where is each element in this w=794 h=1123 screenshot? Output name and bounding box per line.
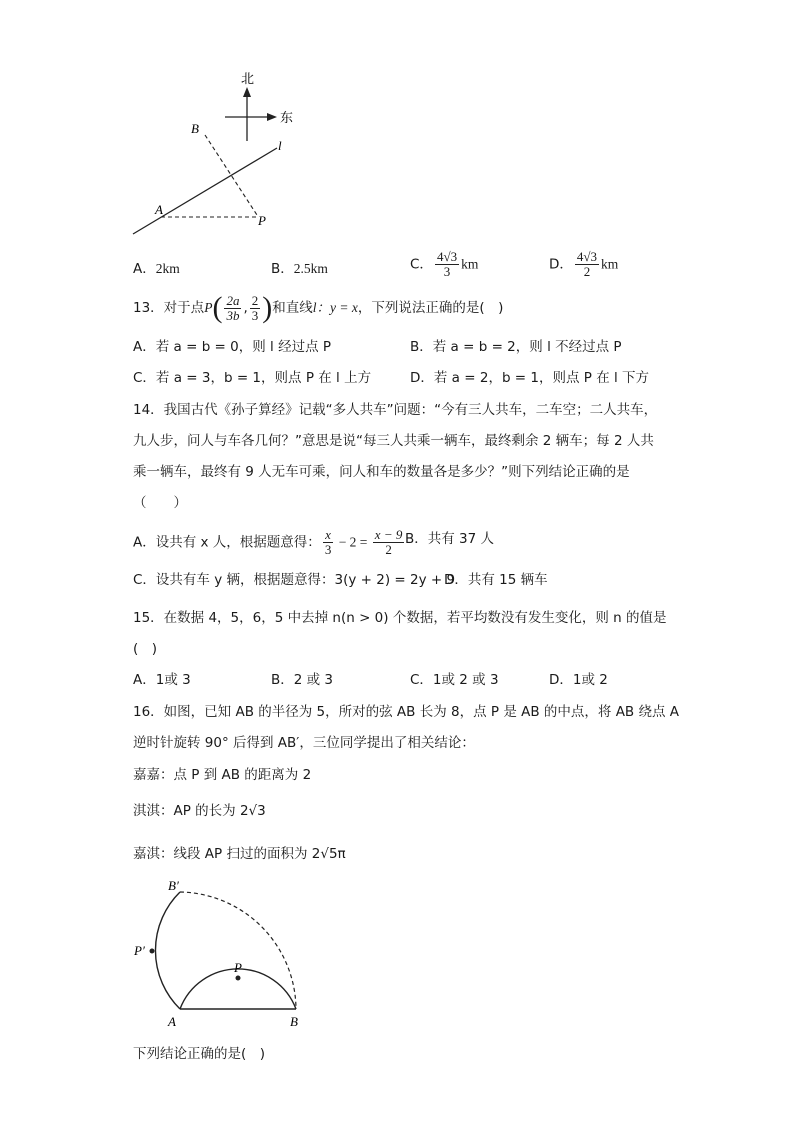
direction-figure [125, 65, 305, 240]
q14-option-b[interactable]: B．共有 37 人 [405, 531, 495, 547]
north-arrow-head [243, 87, 251, 97]
arc-ab-prime [155, 892, 180, 1009]
q15-option-d[interactable]: D．1或 2 [549, 672, 608, 688]
rotation-path-dashed [180, 892, 296, 1009]
option-fraction: $\frac{4√3}{2}$ [576, 249, 598, 279]
q13-mid: 和直线 [272, 300, 313, 316]
q13-post: ，下列说法正确的是( ) [357, 300, 504, 316]
q14-option-a-text: A．设共有 x 人，根据题意得： [133, 534, 321, 551]
q13-point-p: P [204, 300, 213, 315]
q14-option-c[interactable]: C．设共有车 y 辆，根据题意得：3(y + 2) = 2y + 9 [133, 572, 456, 588]
option-unit: km [461, 256, 479, 272]
label-b: B [290, 1014, 298, 1029]
q15-option-c[interactable]: C．1或 2 或 3 [410, 672, 499, 688]
q14-option-a[interactable] [133, 528, 406, 557]
q14-line-1: 14．我国古代《孙子算经》记载“多人共车”问题：“今有三人共车，二车空；二人共车， [133, 402, 658, 418]
q15-line-2: ( ) [133, 641, 158, 657]
option-letter: A． [133, 261, 156, 277]
q12-option-c[interactable] [410, 250, 478, 279]
label-l: l [278, 138, 282, 153]
point-p-prime [150, 949, 155, 954]
label-p: P [258, 213, 266, 228]
q16-line-2: 逆时针旋转 90° 后得到 AB′，三位同学提出了相关结论： [133, 735, 475, 751]
label-b: B [191, 121, 199, 136]
label-p: P [234, 960, 242, 975]
option-fraction: $\frac{4√3}{3}$ [436, 249, 458, 279]
q13-prefix: 13．对于点 [133, 300, 205, 316]
q16-line-1: 16．如图，已知 AB 的半径为 5，所对的弦 AB 长为 8，点 P 是 AB 的中点，将 AB 绕点 A [133, 704, 680, 720]
q12-option-b[interactable] [271, 260, 328, 278]
q13-option-b[interactable]: B．若 a = b = 2，则 l 不经过点 P [410, 339, 622, 355]
q16-claim-2: 淇淇：AP 的长为 2√3 [133, 803, 266, 819]
q12-option-a[interactable] [133, 260, 180, 278]
q13-option-d[interactable]: D．若 a = 2，b = 1，则点 P 在 l 下方 [410, 370, 650, 386]
label-a: A [168, 1014, 176, 1029]
q15-option-a[interactable]: A．1或 3 [133, 672, 191, 688]
q15-option-b[interactable]: B．2 或 3 [271, 672, 334, 688]
option-letter: B． [271, 261, 294, 277]
q16-question: 下列结论正确的是( ) [133, 1046, 266, 1062]
q16-claim-1: 嘉嘉：点 P 到 AB 的距离为 2 [133, 767, 312, 783]
q14-frac-1: $\frac{x}{3}$ [324, 527, 332, 557]
arc-rotation-figure [128, 872, 318, 1032]
q14-line-4: （ ） [133, 495, 187, 511]
q13-frac-x: $\frac{2a}{3b}$ [226, 292, 240, 323]
option-text: 2km [155, 261, 180, 276]
east-label: 东 [280, 111, 294, 126]
q13-option-c[interactable]: C．若 a = 3，b = 1，则点 P 在 l 上方 [133, 370, 372, 386]
q13-line: l：y = x [312, 300, 358, 315]
q13-option-a[interactable]: A．若 a = b = 0，则 l 经过点 P [133, 339, 332, 355]
point-p [236, 976, 241, 981]
q16-claim-3: 嘉淇：线段 AP 扫过的面积为 2√5π [133, 846, 346, 862]
q15-line-1: 15．在数据 4，5，6，5 中去掉 n(n > 0) 个数据，若平均数没有发生变化，则 n 的值是 [133, 610, 667, 626]
east-arrow-head [267, 113, 277, 121]
option-letter: C． [410, 256, 433, 273]
label-p-prime: P′ [134, 943, 145, 958]
q13-frac-y: $\frac{2}{3}$ [251, 292, 259, 323]
q12-option-d[interactable] [549, 250, 618, 279]
q14-option-d[interactable]: D．共有 15 辆车 [444, 572, 548, 588]
label-a: A [155, 202, 163, 217]
q13-stem: 13．对于点P( $\frac{2a}{3b}$ , $\frac{2}{3}$ )和直线l：y = x，下列说法正确的是( ) [133, 291, 504, 324]
option-unit: km [601, 256, 619, 272]
label-b-prime: B′ [168, 878, 179, 893]
q14-line-3: 乘一辆车，最终有 9 人无车可乘，问人和车的数量各是多少？”则下列结论正确的是 [133, 464, 630, 480]
q14-frac-2: $\frac{x - 9}{2}$ [374, 527, 403, 557]
north-label: 北 [241, 72, 255, 87]
option-letter: D． [549, 256, 573, 273]
q14-mid: − 2 = [335, 534, 371, 550]
option-text: 2.5km [293, 261, 328, 276]
line-l [133, 148, 277, 234]
q14-line-2: 九人步，问人与车各几何？”意思是说“每三人共乘一辆车，最终剩余 2 辆车；每 2 人共 [133, 433, 654, 449]
